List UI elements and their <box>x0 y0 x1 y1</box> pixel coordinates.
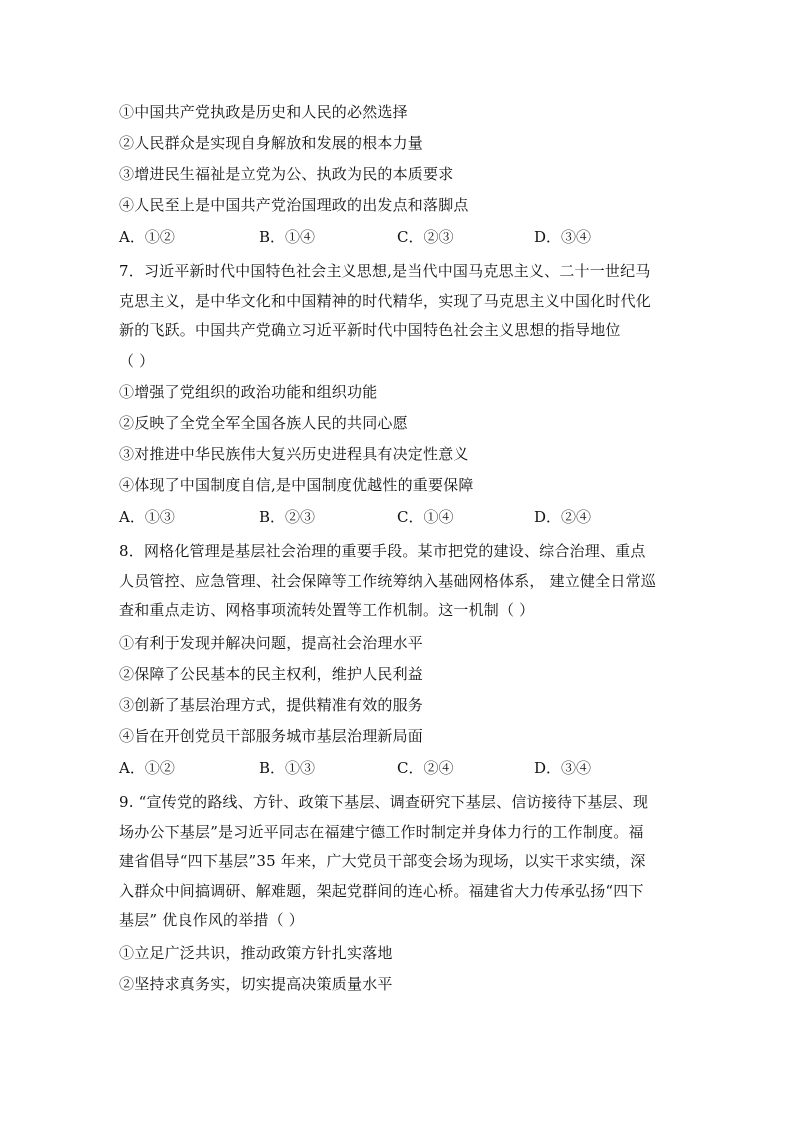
q7-answer-b: B．②③ <box>259 508 316 526</box>
q7-option-3: ③对推进中华民族伟大复兴历史进程具有决定性意义 <box>119 445 469 463</box>
q7-answer-blank: （ ） <box>119 352 155 370</box>
q7-option-1: ①增强了党组织的政治功能和组织功能 <box>119 383 378 401</box>
q8-answer-a: A．①② <box>119 759 175 777</box>
q6-answer-a: A．①② <box>119 228 175 246</box>
q9-stem-line-4: 入群众中间搞调研、解难题，架起党群间的连心桥。福建省大力传承弘扬“四下 <box>119 882 644 900</box>
q6-answer-row <box>119 227 679 247</box>
q9-stem-line-5: 基层” 优良作风的举措（ ） <box>119 911 305 929</box>
q8-answer-b: B．①③ <box>259 759 316 777</box>
q7-stem-line-2: 克思主义，是中华文化和中国精神的时代精华，实现了马克思主义中国化时代化 <box>119 292 652 310</box>
q8-stem-line-1: 8．网格化管理是基层社会治理的重要手段。某市把党的建设、综合治理、重点 <box>119 542 646 560</box>
q6-answer-d: D．③④ <box>534 228 592 246</box>
q7-answer-c: C．①④ <box>397 508 454 526</box>
q8-option-2: ②保障了公民基本的民主权利，维护人民利益 <box>119 665 424 683</box>
q9-stem-line-3: 建省倡导“四下基层”35 年来，广大党员干部变会场为现场，以实干求实绩，深 <box>119 852 646 870</box>
q7-stem-line-3: 新的飞跃。中国共产党确立习近平新时代中国特色社会主义思想的指导地位 <box>119 321 621 339</box>
q6-option-1: ①中国共产党执政是历史和人民的必然选择 <box>119 103 408 121</box>
q8-option-3: ③创新了基层治理方式，提供精准有效的服务 <box>119 696 424 714</box>
q8-answer-c: C．②④ <box>397 759 454 777</box>
q7-option-4: ④体现了中国制度自信,是中国制度优越性的重要保障 <box>119 476 474 494</box>
q6-option-3: ③增进民生福祉是立党为公、执政为民的本质要求 <box>119 165 454 183</box>
q8-stem-line-2: 人员管控、应急管理、社会保障等工作统筹纳入基础网格体系， 建立健全日常巡 <box>119 572 656 590</box>
q7-answer-row <box>119 507 679 527</box>
q8-stem-line-3: 查和重点走访、网格事项流转处置等工作机制。这一机制（ ） <box>119 601 535 619</box>
q7-answer-a: A．①③ <box>119 508 175 526</box>
q7-stem-line-1: 7．习近平新时代中国特色社会主义思想,是当代中国马克思主义、二十一世纪马 <box>119 262 651 280</box>
q8-option-1: ①有利于发现并解决问题，提高社会治理水平 <box>119 634 424 652</box>
q8-option-4: ④旨在开创党员干部服务城市基层治理新局面 <box>119 727 424 745</box>
q6-answer-c: C．②③ <box>397 228 454 246</box>
q9-option-1: ①立足广泛共识，推动政策方针扎实落地 <box>119 944 393 962</box>
q7-option-2: ②反映了全党全军全国各族人民的共同心愿 <box>119 414 408 432</box>
q7-answer-d: D．②④ <box>534 508 592 526</box>
q9-option-2: ②坚持求真务实，切实提高决策质量水平 <box>119 975 393 993</box>
q9-stem-line-1: 9. “宣传党的路线、方针、政策下基层、调查研究下基层、信访接待下基层、现 <box>119 793 649 811</box>
q8-answer-row <box>119 758 679 778</box>
q6-answer-b: B．①④ <box>259 228 316 246</box>
q8-answer-d: D．③④ <box>534 759 592 777</box>
q9-stem-line-2: 场办公下基层”是习近平同志在福建宁德工作时制定并身体力行的工作制度。福 <box>119 823 644 841</box>
q6-option-2: ②人民群众是实现自身解放和发展的根本力量 <box>119 134 424 152</box>
q6-option-4: ④人民至上是中国共产党治国理政的出发点和落脚点 <box>119 196 469 214</box>
